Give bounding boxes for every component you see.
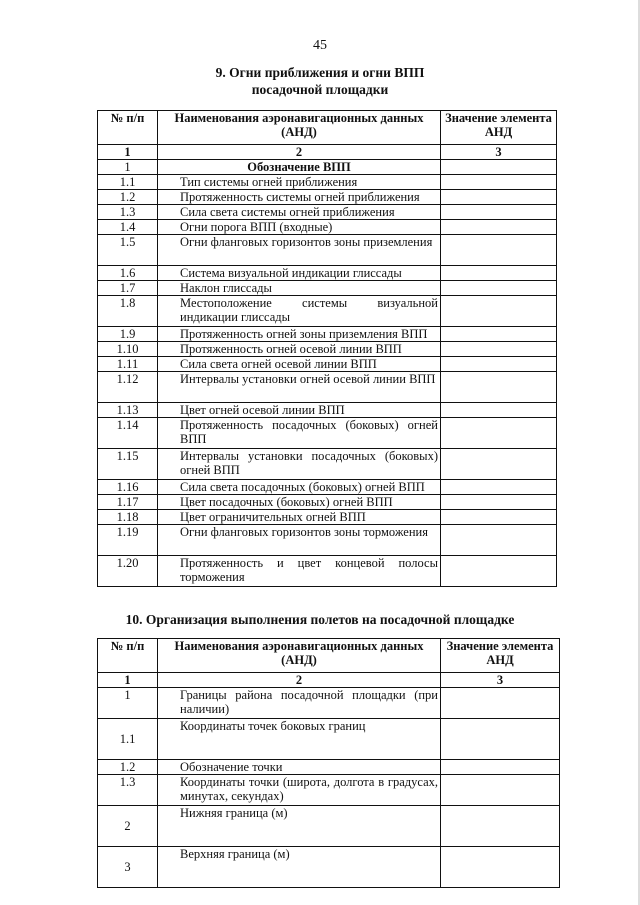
table-row <box>98 760 560 775</box>
row-name: Цвет огней осевой линии ВПП <box>158 403 441 418</box>
table-row <box>98 719 560 760</box>
row-number: 1.20 <box>98 556 158 587</box>
row-name: Сила света посадочных (боковых) огней ВПП <box>158 480 441 495</box>
row-number: 1.13 <box>98 403 158 418</box>
row-value <box>441 806 560 847</box>
row-value <box>441 719 560 760</box>
table-row <box>98 190 557 205</box>
section-9-table <box>97 110 557 587</box>
row-name: Наклон глиссады <box>158 281 441 296</box>
table-row <box>98 205 557 220</box>
row-number: 2 <box>98 806 158 847</box>
table-row <box>98 175 557 190</box>
table-row <box>98 220 557 235</box>
index-cell: 2 <box>158 145 441 160</box>
table-row <box>98 806 560 847</box>
row-name: Цвет посадочных (боковых) огней ВПП <box>158 495 441 510</box>
table-row <box>98 480 557 495</box>
row-value <box>441 342 557 357</box>
section-9-title-line2: посадочной площадки <box>251 82 389 97</box>
section-10-table <box>97 638 560 888</box>
section-9-title-line1: 9. Огни приближения и огни ВПП <box>215 65 425 80</box>
row-value <box>441 418 557 449</box>
row-value <box>441 760 560 775</box>
section-10-title: 10. Организация выполнения полетов на посадочной площадке <box>125 612 515 627</box>
row-name: Границы района посадочной площадки (при наличии) <box>158 688 441 719</box>
table-row <box>98 688 560 719</box>
row-name: Протяженность системы огней приближения <box>158 190 441 205</box>
table-row <box>98 372 557 403</box>
row-number: 1.1 <box>98 175 158 190</box>
header-num: № п/п <box>98 111 158 145</box>
row-number: 1.1 <box>98 719 158 760</box>
row-name: Сила света системы огней приближения <box>158 205 441 220</box>
header-value: Значение элемента АНД <box>441 639 560 673</box>
row-number: 1.19 <box>98 525 158 556</box>
table-row <box>98 847 560 888</box>
table-row <box>98 342 557 357</box>
row-number: 1.3 <box>98 205 158 220</box>
table-row <box>98 418 557 449</box>
row-value <box>441 847 560 888</box>
header-name: Наименования аэронавигационных данных (АНД) <box>158 111 441 145</box>
row-number: 1.9 <box>98 327 158 342</box>
row-number: 1.14 <box>98 418 158 449</box>
row-value <box>441 688 560 719</box>
row-number: 1.12 <box>98 372 158 403</box>
table-row <box>98 403 557 418</box>
index-cell: 2 <box>158 673 441 688</box>
row-value <box>441 327 557 342</box>
row-number: 1.7 <box>98 281 158 296</box>
row-value <box>441 357 557 372</box>
section-9-title <box>0 64 640 98</box>
row-value <box>441 205 557 220</box>
row-value <box>441 296 557 327</box>
row-name: Огни фланговых горизонтов зоны приземления <box>158 235 441 266</box>
row-name: Интервалы установки посадочных (боковых) огней ВПП <box>158 449 441 480</box>
row-number: 1.2 <box>98 760 158 775</box>
row-name: Тип системы огней приближения <box>158 175 441 190</box>
section-9-table-body <box>98 160 557 587</box>
row-number: 1 <box>98 688 158 719</box>
row-name: Огни фланговых горизонтов зоны торможения <box>158 525 441 556</box>
index-cell: 1 <box>98 145 158 160</box>
table-row <box>98 266 557 281</box>
row-number: 1.10 <box>98 342 158 357</box>
row-name: Координаты точки (широта, долгота в градусах, минутах, секундах) <box>158 775 441 806</box>
index-cell: 3 <box>441 145 557 160</box>
header-name: Наименования аэронавигационных данных (АНД) <box>158 639 441 673</box>
row-value <box>441 775 560 806</box>
row-number: 1.5 <box>98 235 158 266</box>
row-number: 1.4 <box>98 220 158 235</box>
index-cell: 3 <box>441 673 560 688</box>
row-value <box>441 160 557 175</box>
table-row <box>98 357 557 372</box>
row-name: Протяженность посадочных (боковых) огней ВПП <box>158 418 441 449</box>
row-name: Интервалы установки огней осевой линии ВПП <box>158 372 441 403</box>
row-name: Координаты точек боковых границ <box>158 719 441 760</box>
row-number: 1.11 <box>98 357 158 372</box>
table-row <box>98 281 557 296</box>
table-row <box>98 525 557 556</box>
table-row <box>98 327 557 342</box>
row-value <box>441 281 557 296</box>
table-row <box>98 160 557 175</box>
header-num: № п/п <box>98 639 158 673</box>
row-value <box>441 525 557 556</box>
row-value <box>441 403 557 418</box>
row-number: 1.8 <box>98 296 158 327</box>
row-name: Нижняя граница (м) <box>158 806 441 847</box>
row-name: Протяженность и цвет концевой полосы торможения <box>158 556 441 587</box>
table-row <box>98 495 557 510</box>
row-name: Огни порога ВПП (входные) <box>158 220 441 235</box>
row-number: 1.17 <box>98 495 158 510</box>
row-value <box>441 495 557 510</box>
table-row <box>98 296 557 327</box>
row-name: Цвет ограничительных огней ВПП <box>158 510 441 525</box>
row-name: Обозначение ВПП <box>158 160 441 175</box>
row-name: Верхняя граница (м) <box>158 847 441 888</box>
row-number: 1 <box>98 160 158 175</box>
row-value <box>441 175 557 190</box>
row-value <box>441 235 557 266</box>
row-number: 1.6 <box>98 266 158 281</box>
table-row <box>98 775 560 806</box>
row-number: 1.15 <box>98 449 158 480</box>
table-row <box>98 235 557 266</box>
table-row <box>98 556 557 587</box>
row-name: Протяженность огней осевой линии ВПП <box>158 342 441 357</box>
row-number: 1.3 <box>98 775 158 806</box>
row-name: Система визуальной индикации глиссады <box>158 266 441 281</box>
row-number: 1.2 <box>98 190 158 205</box>
page-number: 45 <box>313 38 327 53</box>
table-row <box>98 510 557 525</box>
row-value <box>441 372 557 403</box>
row-value <box>441 449 557 480</box>
header-value: Значение элемента АНД <box>441 111 557 145</box>
row-value <box>441 510 557 525</box>
row-name: Обозначение точки <box>158 760 441 775</box>
table-row <box>98 449 557 480</box>
row-value <box>441 220 557 235</box>
row-value <box>441 556 557 587</box>
row-name: Сила света огней осевой линии ВПП <box>158 357 441 372</box>
row-value <box>441 266 557 281</box>
row-number: 3 <box>98 847 158 888</box>
row-value <box>441 480 557 495</box>
row-name: Местоположение системы визуальной индикации глиссады <box>158 296 441 327</box>
index-cell: 1 <box>98 673 158 688</box>
row-value <box>441 190 557 205</box>
section-10-table-body <box>98 688 560 888</box>
row-number: 1.18 <box>98 510 158 525</box>
row-name: Протяженность огней зоны приземления ВПП <box>158 327 441 342</box>
row-number: 1.16 <box>98 480 158 495</box>
